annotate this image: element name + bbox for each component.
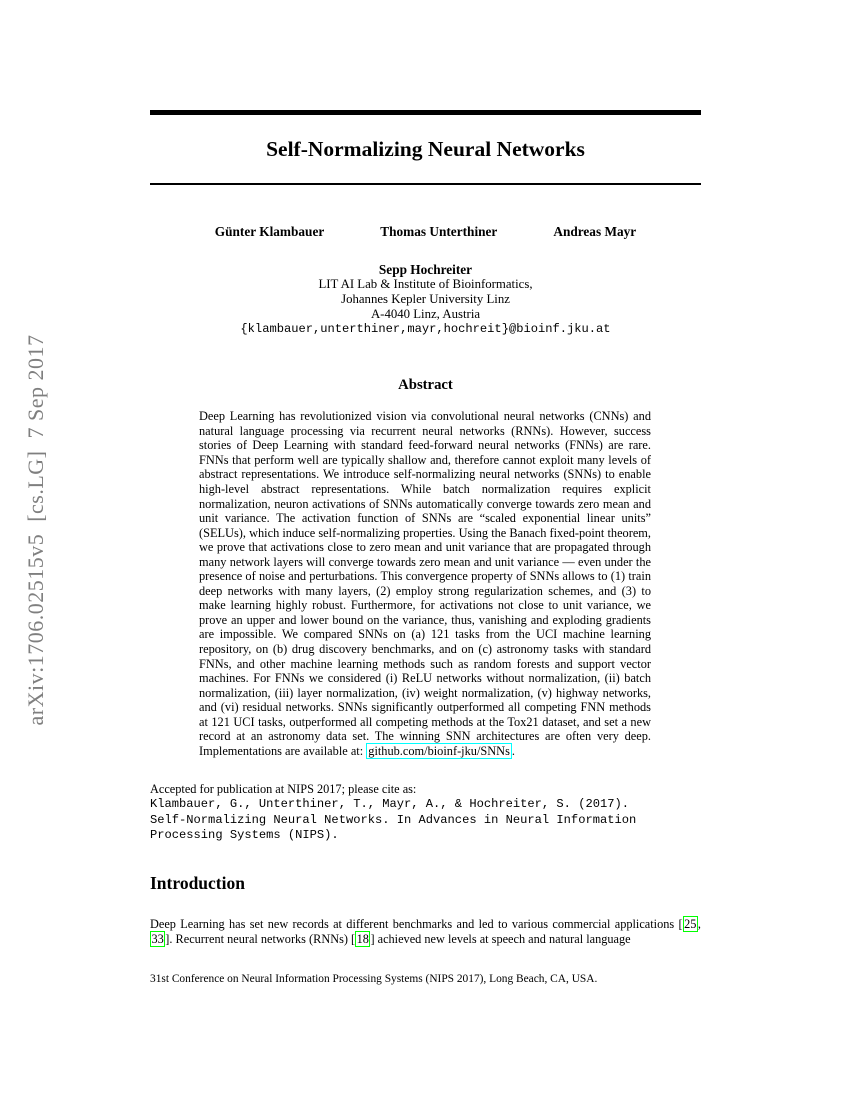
conference-footer: 31st Conference on Neural Information Processing Systems (NIPS 2017), Long Beach, CA, USA. — [150, 973, 598, 986]
citation-link-18[interactable]: 18 — [356, 931, 369, 946]
intro-text: ] achieved new levels at speech and natural language — [370, 931, 631, 946]
citation-line: Klambauer, G., Unterthiner, T., Mayr, A., & Hochreiter, S. (2017). — [150, 797, 629, 812]
github-link[interactable]: github.com/bioinf-jku/SNNs — [368, 743, 510, 758]
arxiv-watermark: arXiv:1706.02515v5 [cs.LG] 7 Sep 2017 — [23, 334, 48, 726]
intro-text: ]. Recurrent neural networks (RNNs) [ — [165, 931, 356, 946]
acceptance-note-block — [150, 782, 701, 843]
affiliation-line: Johannes Kepler University Linz — [341, 291, 510, 306]
title-rule-bottom — [150, 183, 701, 185]
abstract-text: Deep Learning has revolutionized vision via convolutional neural networks (CNNs) and natural language processing via recurrent neural networks (RNNs). However, success stories of Deep Learning with standard feed-forward neural networks (FNNs) are rare. FNNs that perform well are typically shallow and, therefore cannot exploit many levels of abstract representations. We introduce self-normalizing neural networks (SNNs) to enable high-level abstract representations. While batch normalization requires explicit normalization, neuron activations of SNNs automatically converge towards zero mean and unit variance. The activation function of SNNs are “scaled exponential linear units” (SELUs), which induce self-normalizing properties. Using the Banach fixed-point theorem, we prove that activations close to zero mean and unit variance that are propagated through many network layers will converge towards zero mean and unit variance — even under the presence of noise and perturbations. This convergence property of SNNs allows to (1) train deep networks with many layers, (2) employ strong regularization schemes, and (3) to make learning highly robust. Furthermore, for activations not close to unit variance, we prove an upper and lower bound on the variance, thus, vanishing and exploding gradients are impossible. We compared SNNs on (a) 121 tasks from the UCI machine learning repository, on (b) drug discovery benchmarks, and on (c) astronomy tasks with standard FNNs, and other machine learning methods such as random forests and support vector machines. For FNNs we considered (i) ReLU networks without normalization, (ii) batch normalization, (iii) layer normalization, (iv) weight normalization, (v) highway networks, and (vi) residual networks. SNNs significantly outperformed all competing FNN methods at 121 UCI tasks, outperformed all competing methods at the Tox21 dataset, and set a new record at an astronomy data set. The winning SNN architectures are often very deep. Implementations are available at: — [199, 409, 651, 758]
author-name-mayr: Andreas Mayr — [553, 223, 637, 239]
paper-content — [150, 0, 701, 986]
corresponding-author-block — [150, 262, 701, 338]
affiliation-line: LIT AI Lab & Institute of Bioinformatics, — [318, 276, 533, 291]
author-name-klambauer: Günter Klambauer — [214, 223, 325, 239]
introduction-heading: Introduction — [150, 873, 245, 894]
citation-link-25[interactable]: 25 — [684, 916, 697, 931]
intro-text: Deep Learning has set new records at different benchmarks and led to various commercial applications [ — [150, 916, 683, 931]
paper-title: Self-Normalizing Neural Networks — [266, 137, 585, 161]
acceptance-note: Accepted for publication at NIPS 2017; please cite as: — [150, 782, 417, 797]
citation-line: Processing Systems (NIPS). — [150, 827, 339, 842]
affiliation-line: A-4040 Linz, Austria — [370, 307, 481, 322]
author-name-unterthiner: Thomas Unterthiner — [380, 223, 498, 239]
abstract-body — [199, 409, 651, 758]
introduction-paragraph — [150, 917, 701, 947]
citation-line: Self-Normalizing Neural Networks. In Advances in Neural Information — [150, 812, 637, 827]
title-rule-top — [150, 110, 701, 115]
abstract-heading: Abstract — [398, 376, 453, 393]
author-name-hochreiter: Sepp Hochreiter — [378, 261, 473, 277]
abstract-text-end: . — [511, 743, 515, 758]
intro-text: , — [697, 916, 701, 931]
authors-row — [150, 224, 701, 239]
citation-link-33[interactable]: 33 — [151, 931, 164, 946]
authors-email: {klambauer,unterthiner,mayr,hochreit}@bioinf.jku.at — [240, 322, 611, 337]
